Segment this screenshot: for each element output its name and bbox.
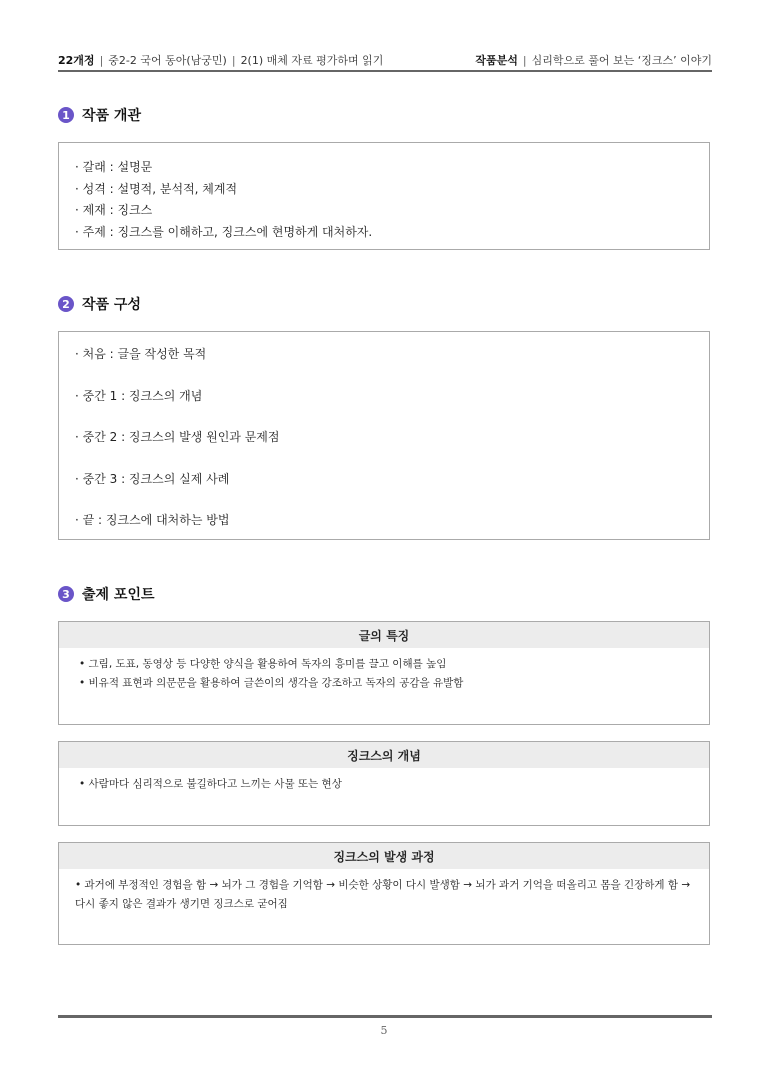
page-header — [58, 50, 712, 70]
section-heading-exam-points — [58, 583, 155, 605]
point-item: • 그림, 도표, 동영상 등 다양한 양식을 활용하여 독자의 흥미를 끌고 이해를 높임 — [79, 658, 447, 670]
overview-item: · 주제 : 징크스를 이해하고, 징크스에 현명하게 대처하자. — [75, 224, 373, 239]
header-work-title: 심리학으로 풀어 보는 ‘징크스’ 이야기 — [531, 54, 712, 67]
section-title: 작품 개관 — [82, 108, 141, 124]
header-rule — [58, 70, 712, 72]
structure-item: · 중간 2 : 징크스의 발생 원인과 문제점 — [75, 430, 280, 444]
point-item: • 비유적 표현과 의문문을 활용하여 글쓴이의 생각을 강조하고 독자의 공감을 유발함 — [79, 677, 464, 689]
overview-item: · 갈래 : 설명문 — [75, 160, 153, 174]
header-category: 작품분석 — [475, 54, 518, 67]
header-textbook: 중2-2 국어 동아(남궁민) — [108, 54, 227, 67]
structure-item: · 끝 : 징크스에 대처하는 방법 — [75, 513, 230, 527]
structure-item: · 처음 : 글을 작성한 목적 — [75, 347, 207, 361]
page-number: 5 — [380, 1024, 388, 1037]
structure-box — [58, 331, 710, 540]
point-box-heading: 징크스의 발생 과정 — [59, 843, 709, 869]
point-box-features — [58, 621, 710, 725]
header-unit: 2(1) 매체 자료 평가하며 읽기 — [240, 54, 384, 67]
section-title: 출제 포인트 — [82, 587, 155, 603]
point-item: • 사람마다 심리적으로 불길하다고 느끼는 사물 또는 현상 — [79, 778, 342, 790]
header-curriculum: 22개정 — [58, 54, 95, 67]
point-box-concept — [58, 741, 710, 826]
section-number-badge: 3 — [58, 586, 74, 602]
header-separator: | — [99, 54, 104, 67]
point-box-heading: 글의 특징 — [59, 622, 709, 648]
structure-item: · 중간 3 : 징크스의 실제 사례 — [75, 471, 230, 486]
header-right — [475, 52, 712, 68]
overview-item: · 성격 : 설명적, 분석적, 체계적 — [75, 181, 238, 196]
header-separator: | — [231, 54, 236, 67]
overview-item: · 제재 : 징크스 — [75, 203, 153, 217]
overview-box — [58, 142, 710, 250]
header-separator: | — [522, 54, 527, 67]
point-box-body — [59, 768, 709, 794]
header-left — [58, 52, 383, 68]
point-box-body — [59, 869, 709, 914]
point-item: • 과거에 부정적인 경험을 함 → 뇌가 그 경험을 기억함 → 비슷한 상황이 다시 발생함 → 뇌가 과거 기억을 떠올리고 몸을 긴장하게 함 → 다시 좋지 않은 결과가 생기면 징크스로 굳어짐 — [75, 879, 691, 910]
section-number-badge: 1 — [58, 107, 74, 123]
point-box-heading: 징크스의 개념 — [59, 742, 709, 768]
section-heading-overview — [58, 104, 141, 126]
section-title: 작품 구성 — [82, 297, 141, 313]
section-heading-structure — [58, 293, 141, 315]
point-box-process — [58, 842, 710, 945]
point-box-body — [59, 648, 709, 693]
structure-item: · 중간 1 : 징크스의 개념 — [75, 388, 203, 403]
section-number-badge: 2 — [58, 296, 74, 312]
footer-rule — [58, 1015, 712, 1018]
